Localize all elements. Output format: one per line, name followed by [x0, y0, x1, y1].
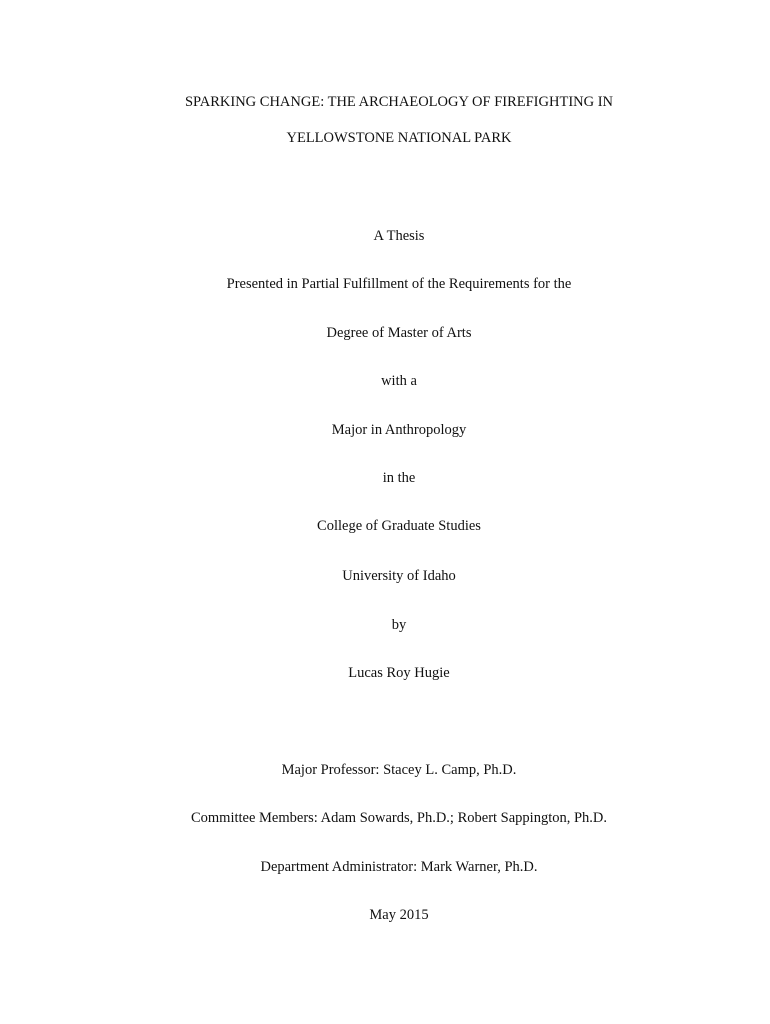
university: University of Idaho	[342, 568, 456, 584]
committee-members: Committee Members: Adam Sowards, Ph.D.; Robert Sappington, Ph.D.	[190, 810, 608, 826]
degree: Degree of Master of Arts	[326, 325, 472, 341]
by: by	[391, 617, 407, 633]
college: College of Graduate Studies	[317, 518, 481, 534]
author-name: Lucas Roy Hugie	[348, 665, 450, 681]
department-administrator: Department Administrator: Mark Warner, Ph.D.	[260, 859, 538, 875]
major-professor: Major Professor: Stacey L. Camp, Ph.D.	[281, 762, 517, 778]
with-a: with a	[381, 373, 417, 389]
title-line-2: YELLOWSTONE NATIONAL PARK	[286, 130, 512, 146]
fulfillment-statement: Presented in Partial Fulfillment of the Requirements for the	[226, 276, 572, 292]
in-the: in the	[382, 470, 416, 486]
major: Major in Anthropology	[331, 422, 467, 438]
thesis-type: A Thesis	[373, 228, 425, 244]
title-line-1: SPARKING CHANGE: THE ARCHAEOLOGY OF FIREFIGHTING IN	[184, 94, 614, 110]
date: May 2015	[369, 907, 429, 923]
